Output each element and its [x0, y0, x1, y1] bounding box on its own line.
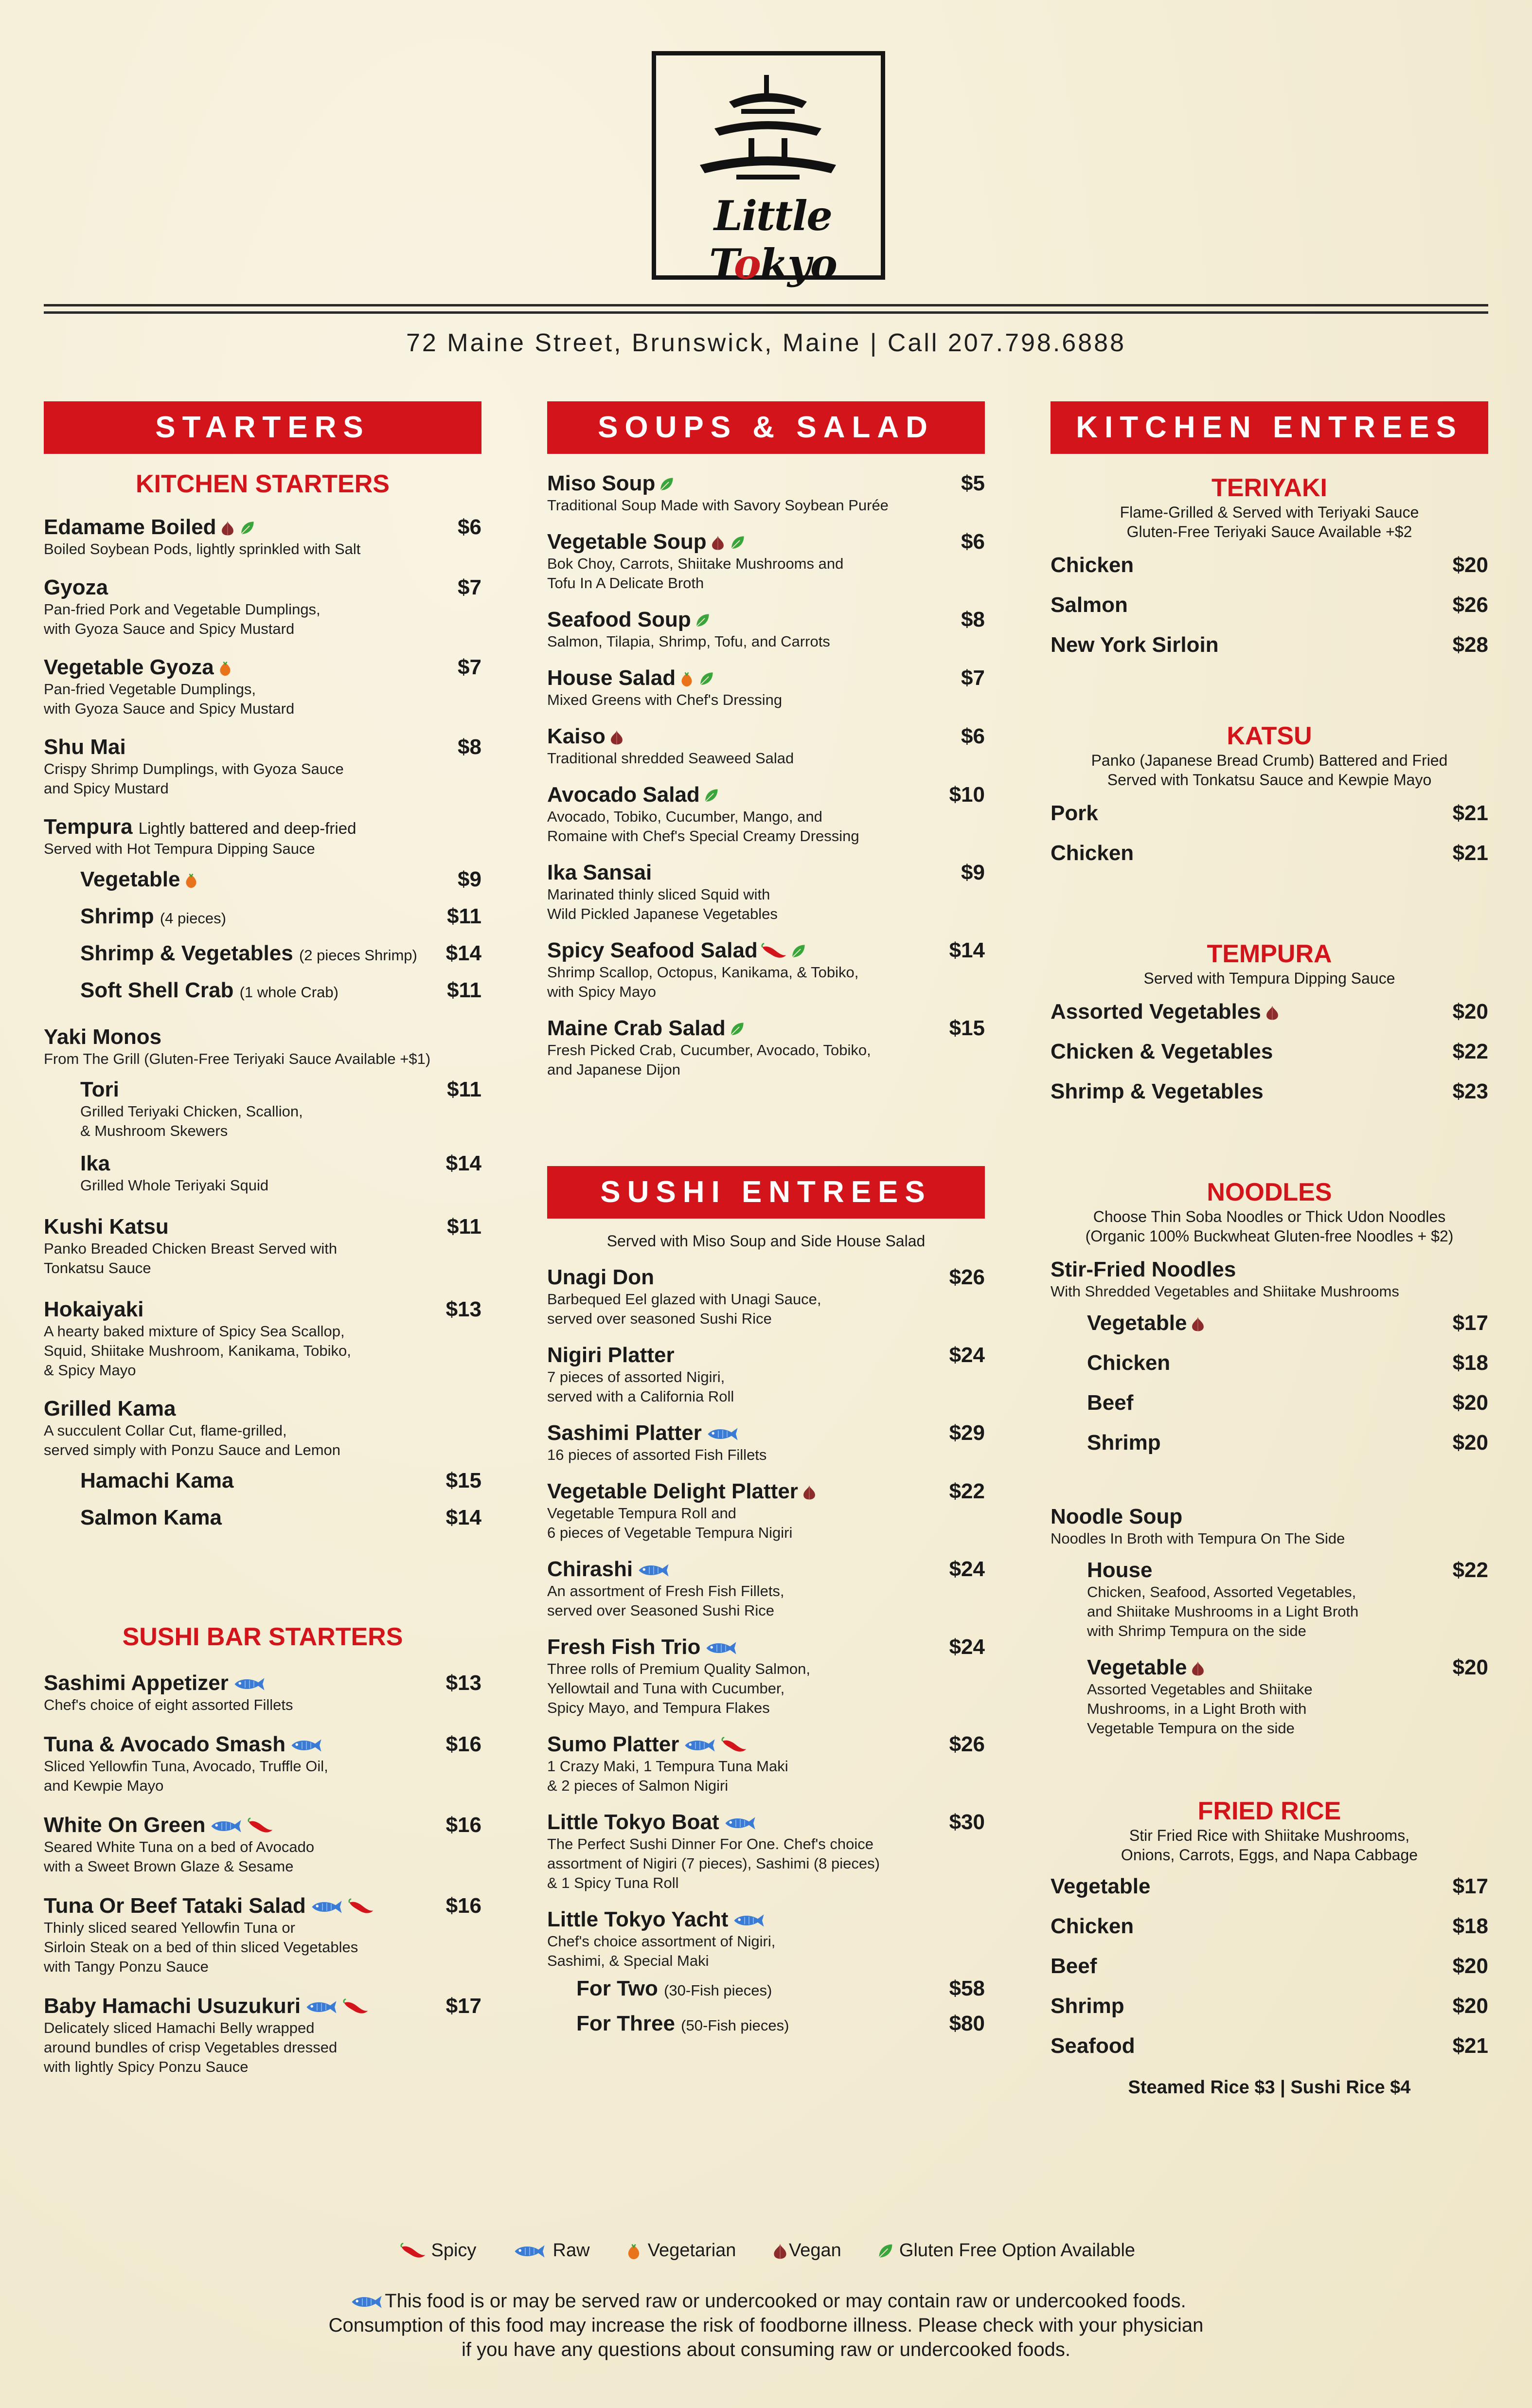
menu-item-stir-fried-noodles: Stir-Fried Noodles With Shredded Vegetables and Shiitake Mushrooms	[1051, 1258, 1399, 1300]
noodles-title: NOODLES	[1207, 1178, 1332, 1206]
kama-option: Hamachi Kama $15	[80, 1469, 481, 1492]
yacht-option: For Two (30-Fish pieces) $58	[576, 1977, 985, 2000]
katsu-note: Panko (Japanese Bread Crumb) Battered and Fried	[1091, 752, 1448, 769]
soups-banner: SOUPS & SALAD	[547, 401, 985, 454]
kitchen-starters-title: KITCHEN STARTERS	[136, 470, 390, 498]
raw-fish-icon	[303, 1998, 339, 2016]
vegan-icon	[219, 520, 236, 537]
vegan-icon	[1190, 1316, 1206, 1332]
spicy-pepper-icon	[400, 2243, 426, 2260]
menu-item-usuzukuri: Baby Hamachi Usuzukuri $17 Delicately sliced Hamachi Belly wrapped around bundles of crisp Vegetables dressed with lightly Spicy Ponzu Sauce	[44, 1994, 481, 2075]
vegetarian-icon	[183, 872, 199, 889]
raw-fish-icon	[232, 1675, 267, 1693]
vegetarian-icon	[625, 2243, 642, 2260]
fried-rice-list	[1051, 1874, 1488, 2074]
sushi-banner: SUSHI ENTREES	[547, 1166, 985, 1219]
fried-rice-title: FRIED RICE	[1197, 1797, 1341, 1825]
legend-vegetarian: Vegetarian	[622, 2240, 736, 2261]
menu-item-tuna-avocado-smash: Tuna & Avocado Smash $16 Sliced Yellowfin Tuna, Avocado, Truffle Oil, and Kewpie Mayo	[44, 1732, 481, 1794]
kitchen-entrees-column	[1051, 401, 1488, 2097]
spicy-pepper-icon	[348, 1898, 374, 1916]
menu-item-unagi-don: Unagi Don $26 Barbequed Eel glazed with Unagi Sauce, served over seasoned Sushi Rice	[547, 1265, 985, 1327]
kama-options	[44, 1469, 481, 1543]
stir-fried-option: Vegetable $17	[1087, 1311, 1488, 1335]
menu-item-edamame: Edamame Boiled $6 Boiled Soybean Pods, lightly sprinkled with Salt	[44, 515, 481, 557]
stir-fried-options	[1051, 1311, 1488, 1471]
vegan-icon	[1264, 1005, 1281, 1021]
kama-option: Salmon Kama $14	[80, 1506, 481, 1529]
gluten-free-icon	[239, 520, 255, 537]
legend	[0, 2240, 1532, 2261]
menu-item-kaiso: Kaiso $6 Traditional shredded Seaweed Salad	[547, 724, 985, 767]
legend-vegan: Vegan	[768, 2240, 841, 2261]
menu-item-tataki-salad: Tuna Or Beef Tataki Salad $16 Thinly sliced seared Yellowfin Tuna or Sirloin Steak on a bed of thin sliced Vegetables with Tangy Ponzu Sauce	[44, 1894, 481, 1975]
katsu-note: Served with Tonkatsu Sauce and Kewpie Mayo	[1107, 771, 1432, 789]
katsu-item: Chicken $21	[1051, 841, 1488, 865]
raw-fish-icon	[512, 2243, 548, 2260]
yacht-option: For Three (50-Fish pieces) $80	[576, 2012, 985, 2035]
starters-column	[44, 401, 481, 2077]
header-rule-1	[44, 304, 1488, 306]
address-line: 72 Maine Street, Brunswick, Maine | Call 207.798.6888	[406, 329, 1126, 357]
menu-item-kushi-katsu: Kushi Katsu $11 Panko Breaded Chicken Breast Served with Tonkatsu Sauce	[44, 1215, 481, 1276]
menu-item-grilled-kama: Grilled Kama A succulent Collar Cut, flame-grilled, served simply with Ponzu Sauce and Lemon	[44, 1397, 340, 1458]
spicy-pepper-icon	[761, 943, 787, 960]
menu-item-vegetable-gyoza: Vegetable Gyoza $7 Pan-fried Vegetable Dumplings, with Gyoza Sauce and Spicy Mustard	[44, 655, 481, 717]
gluten-free-icon	[658, 476, 675, 493]
teriyaki-title: TERIYAKI	[1211, 474, 1327, 502]
stir-fried-option: Shrimp $20	[1087, 1431, 1488, 1455]
menu-item-vegetable-delight-platter: Vegetable Delight Platter $22 Vegetable Tempura Roll and 6 pieces of Vegetable Tempura Nigiri	[547, 1479, 985, 1541]
raw-fish-icon	[208, 1817, 244, 1835]
noodle-soup-house: House $22 Chicken, Seafood, Assorted Vegetables, and Shiitake Mushrooms in a Light Broth with Shrimp Tempura on the side	[1087, 1558, 1488, 1639]
fried-rice-item: Vegetable $17	[1051, 1874, 1488, 1898]
menu-item-little-tokyo-yacht: Little Tokyo Yacht Chef's choice assortment of Nigiri, Sashimi, & Special Maki	[547, 1907, 776, 1969]
raw-fish-icon	[636, 1562, 672, 1579]
raw-fish-icon	[722, 1815, 758, 1832]
tempura-option: Vegetable $9	[80, 867, 481, 891]
menu-item-tori: Tori $11 Grilled Teriyaki Chicken, Scallion, & Mushroom Skewers	[80, 1078, 481, 1139]
menu-item-nigiri-platter: Nigiri Platter $24 7 pieces of assorted Nigiri, served with a California Roll	[547, 1343, 985, 1405]
menu-item-sashimi-appetizer: Sashimi Appetizer $13 Chef's choice of eight assorted Fillets	[44, 1671, 481, 1713]
spicy-pepper-icon	[342, 1998, 369, 2016]
menu-item-noodle-soup: Noodle Soup Noodles In Broth with Tempura On The Side	[1051, 1505, 1345, 1547]
katsu-title: KATSU	[1227, 722, 1312, 750]
gluten-free-icon	[876, 2243, 894, 2260]
raw-fish-icon	[703, 1639, 739, 1657]
menu-item-house-salad: House Salad $7 Mixed Greens with Chef's Dressing	[547, 666, 985, 708]
tempura-entree-title: TEMPURA	[1207, 940, 1332, 968]
raw-food-disclaimer: This food is or may be served raw or undercooked or may contain raw or undercooked foods. Consumption of this food may increase the risk of foodborne illness. Please check with your physician if you have any questions about consuming raw or undercooked foods.	[328, 2290, 1204, 2360]
spicy-pepper-icon	[247, 1817, 273, 1835]
tempura-entree-item: Assorted Vegetables $20	[1051, 1000, 1488, 1024]
gluten-free-icon	[703, 788, 719, 804]
vegan-icon	[771, 2243, 789, 2260]
noodle-soup-vegetable: Vegetable $20 Assorted Vegetables and Shiitake Mushrooms, in a Light Broth with Vegetable Tempura on the side	[1087, 1655, 1488, 1737]
menu-item-maine-crab-salad: Maine Crab Salad $15 Fresh Picked Crab, Cucumber, Avocado, Tobiko, and Japanese Dijon	[547, 1016, 985, 1078]
teriyaki-item: Salmon $26	[1051, 593, 1488, 617]
raw-fish-icon	[731, 1912, 767, 1929]
starters-banner: STARTERS	[44, 401, 481, 454]
menu-item-sashimi-platter: Sashimi Platter $29 16 pieces of assorted Fish Fillets	[547, 1421, 985, 1463]
menu-item-little-tokyo-boat: Little Tokyo Boat $30 The Perfect Sushi Dinner For One. Chef's choice assortment of Nigiri (7 pieces), Sashimi (8 pieces) & 1 Spicy Tuna Roll	[547, 1810, 985, 1891]
menu-item-vegetable-soup: Vegetable Soup $6 Bok Choy, Carrots, Shiitake Mushrooms and Tofu In A Delicate Broth	[547, 530, 985, 592]
menu-item-chirashi: Chirashi $24 An assortment of Fresh Fish Fillets, served over Seasoned Sushi Rice	[547, 1557, 985, 1619]
tempura-options	[44, 867, 481, 1015]
legend-spicy: Spicy	[397, 2240, 476, 2261]
teriyaki-note: Gluten-Free Teriyaki Sauce Available +$2	[1126, 523, 1412, 540]
menu-item-hokaiyaki: Hokaiyaki $13 A hearty baked mixture of Spicy Sea Scallop, Squid, Shiitake Mushroom, Kanikama, Tobiko, & Spicy Mayo	[44, 1297, 481, 1379]
gluten-free-icon	[694, 612, 711, 629]
menu-item-seafood-soup: Seafood Soup $8 Salmon, Tilapia, Shrimp, Tofu, and Carrots	[547, 608, 985, 650]
vegan-icon	[1190, 1660, 1206, 1677]
tempura-entree-item: Chicken & Vegetables $22	[1051, 1040, 1488, 1063]
yacht-options	[547, 1977, 985, 2047]
menu-item-shu-mai: Shu Mai $8 Crispy Shrimp Dumplings, with Gyoza Sauce and Spicy Mustard	[44, 735, 481, 797]
rice-note: Steamed Rice $3 | Sushi Rice $4	[1128, 2077, 1411, 2098]
tempura-entree-note: Served with Tempura Dipping Sauce	[1143, 970, 1395, 987]
vegan-icon	[710, 535, 726, 551]
raw-fish-icon	[288, 1737, 324, 1754]
legend-raw: Raw	[509, 2240, 590, 2261]
raw-fish-icon	[705, 1425, 741, 1443]
soups-sushi-column	[547, 401, 985, 2047]
noodles-note: (Organic 100% Buckwheat Gluten-free Noodles + $2)	[1085, 1227, 1454, 1245]
tempura-option: Shrimp (4 pieces) $11	[80, 904, 481, 928]
menu-item-tempura: Tempura Lightly battered and deep-fried Served with Hot Tempura Dipping Sauce	[44, 815, 356, 857]
menu-item-avocado-salad: Avocado Salad $10 Avocado, Tobiko, Cucumber, Mango, and Romaine with Chef's Special Creamy Dressing	[547, 783, 985, 845]
menu-item-spicy-seafood-salad: Spicy Seafood Salad $14 Shrimp Scallop, Octopus, Kanikama, & Tobiko, with Spicy Mayo	[547, 938, 985, 1000]
sushi-bar-starters-title: SUSHI BAR STARTERS	[122, 1623, 403, 1651]
gluten-free-icon	[729, 535, 746, 551]
fried-rice-note: Stir Fried Rice with Shiitake Mushrooms,	[1129, 1827, 1410, 1844]
menu-item-gyoza: Gyoza $7 Pan-fried Pork and Vegetable Dumplings, with Gyoza Sauce and Spicy Mustard	[44, 575, 481, 637]
fried-rice-item: Beef $20	[1051, 1954, 1488, 1978]
menu-item-yaki-monos: Yaki Monos From The Grill (Gluten-Free Teriyaki Sauce Available +$1)	[44, 1025, 431, 1067]
teriyaki-list	[1051, 553, 1488, 673]
kitchen-banner: KITCHEN ENTREES	[1051, 401, 1488, 454]
vegan-icon	[801, 1484, 818, 1501]
menu-item-fresh-fish-trio: Fresh Fish Trio $24 Three rolls of Premium Quality Salmon, Yellowtail and Tuna with Cucumber, Spicy Mayo, and Tempura Flakes	[547, 1635, 985, 1716]
menu-item-ika-sansai: Ika Sansai $9 Marinated thinly sliced Squid with Wild Pickled Japanese Vegetables	[547, 861, 985, 922]
teriyaki-note: Flame-Grilled & Served with Teriyaki Sauce	[1120, 503, 1419, 521]
vegan-icon	[608, 729, 625, 746]
stir-fried-option: Chicken $18	[1087, 1351, 1488, 1375]
teriyaki-item: Chicken $20	[1051, 553, 1488, 577]
logo	[652, 51, 885, 288]
tempura-entree-list	[1051, 1000, 1488, 1119]
fried-rice-item: Seafood $21	[1051, 2034, 1488, 2058]
menu-item-miso-soup: Miso Soup $5 Traditional Soup Made with Savory Soybean Purée	[547, 471, 985, 514]
teriyaki-item: New York Sirloin $28	[1051, 633, 1488, 657]
noodles-note: Choose Thin Soba Noodles or Thick Udon Noodles	[1093, 1208, 1446, 1225]
tempura-entree-item: Shrimp & Vegetables $23	[1051, 1079, 1488, 1103]
logo-wordmark: Little Tokyo	[709, 192, 837, 288]
raw-fish-icon	[349, 2293, 385, 2311]
gluten-free-icon	[698, 671, 714, 687]
tempura-option: Soft Shell Crab (1 whole Crab) $11	[80, 978, 481, 1002]
gluten-free-icon	[790, 943, 806, 960]
fried-rice-item: Shrimp $20	[1051, 1994, 1488, 2018]
fried-rice-note: Onions, Carrots, Eggs, and Napa Cabbage	[1121, 1846, 1418, 1864]
vegetarian-icon	[217, 660, 233, 677]
katsu-item: Pork $21	[1051, 801, 1488, 825]
fried-rice-item: Chicken $18	[1051, 1914, 1488, 1938]
legend-gluten-free: Gluten Free Option Available	[873, 2240, 1135, 2261]
raw-fish-icon	[682, 1737, 718, 1754]
tempura-option: Shrimp & Vegetables (2 pieces Shrimp) $14	[80, 941, 481, 965]
raw-fish-icon	[309, 1898, 345, 1916]
menu-item-white-on-green: White On Green $16 Seared White Tuna on a bed of Avocado with a Sweet Brown Glaze & Sesame	[44, 1813, 481, 1875]
header-rule-2	[44, 311, 1488, 314]
menu-item-sumo-platter: Sumo Platter $26 1 Crazy Maki, 1 Tempura Tuna Maki & 2 pieces of Salmon Nigiri	[547, 1732, 985, 1794]
vegetarian-icon	[678, 671, 695, 687]
spicy-pepper-icon	[721, 1737, 747, 1754]
katsu-list	[1051, 801, 1488, 881]
menu-item-ika: Ika $14 Grilled Whole Teriyaki Squid	[80, 1151, 481, 1194]
gluten-free-icon	[729, 1021, 745, 1038]
stir-fried-option: Beef $20	[1087, 1391, 1488, 1415]
sushi-note: Served with Miso Soup and Side House Salad	[606, 1232, 926, 1250]
